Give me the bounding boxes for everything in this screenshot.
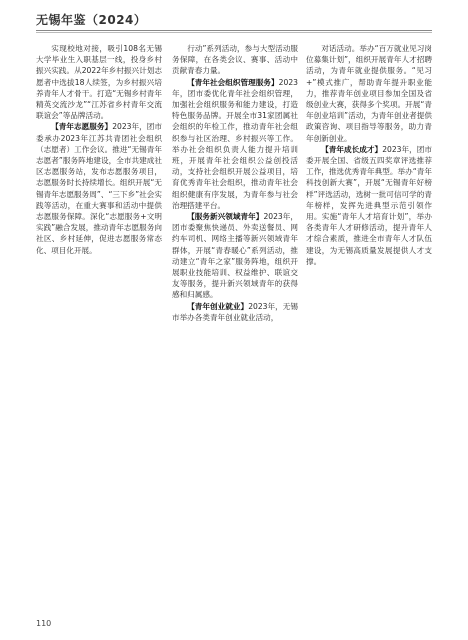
paragraph	[36, 121, 162, 255]
paragraph-text: 2023年，团市委开展全国、省级五四奖章评选推荐工作，推选优秀青年典型。举办“青年科技创新大赛”，开展“无锡青年好榜样”评选活动，选树一批可信可学的青年榜样，发挥先进典型示范引领作用。实施“青年人才培育计划”，举办各类青年人才研修活动，提升青年人才综合素质，推进全市青年人才队伍建设，为无锡高质量发展提供人才支撑。	[306, 144, 432, 266]
page-header	[0, 0, 468, 36]
yearbook-title: 无锡年鉴（2024）	[36, 13, 147, 27]
paragraph	[172, 77, 298, 211]
entry-heading: 【服务新兴领域青年】	[187, 212, 264, 222]
paragraph-text: 2023年，团市委聚焦快递员、外卖送餐员、网约车司机、网络主播等新兴领域青年群体，开展“青春暖心”系列活动，推动建立“青年之家”服务阵地，组织开展职业技能培训、权益维护、联谊交友等服务，提升新兴领域青年的获得感和归属感。	[172, 212, 298, 300]
paragraph	[172, 211, 298, 301]
paragraph	[172, 43, 298, 77]
paragraph	[306, 144, 432, 267]
header-divider	[36, 30, 432, 31]
text-column-3	[306, 43, 432, 613]
entry-heading: 【青年成长成才】	[321, 144, 383, 154]
paragraph	[306, 43, 432, 144]
entry-heading: 【青年创业就业】	[187, 301, 249, 311]
paragraph-text: 2023年，团市委优化青年社会组织管理，加强社会组织服务和能力建设，打造特色服务品牌。开展全市31家团属社会组织的年检工作，推动青年社会组织参与社区治理、乡村振兴等工作。举办社会组织负责人能力提升培训班，开展青年社会组织公益创投活动，支持社会组织开展公益项目，培育优秀青年社会组织，推动青年社会组织健康有序发展，为青年参与社会治理搭建平台。	[172, 77, 298, 210]
entry-heading: 【青年志愿服务】	[51, 122, 113, 132]
paragraph	[172, 301, 298, 323]
paragraph-text: 2023年，团市委承办2023年江苏共青团社会组织（志愿者）工作会议。推进“无锡青年志愿者”服务阵地建设，全市共建成社区志愿服务站，发布志愿服务项目，志愿服务时长持续增长。组织开展“无锡青年志愿服务周”、“三下乡”社会实践等活动，在重大赛事和活动中提供志愿服务保障。深化“志愿服务+文明实践”融合发展，推动青年志愿服务向社区、乡村延伸，促进志愿服务常态化、项目化开展。	[36, 122, 162, 255]
text-column-1	[36, 43, 162, 613]
paragraph	[36, 43, 162, 121]
paragraph-text: 2023年，无锡市举办各类青年创业就业活动，	[172, 301, 298, 322]
header-divider-secondary	[36, 32, 432, 33]
paragraph-text: 实现校地对接，吸引108名无锡大学毕业生入职基层一线，投身乡村振兴实践。从2022年乡村振兴计划志愿者中选拔18人续签，为乡村振兴培养青年人才骨干。打造“无锡乡村青年精英交流沙龙”“江苏省乡村青年交流联谊会”等品牌活动。	[36, 44, 162, 121]
entry-heading: 【青年社会组织管理服务】	[187, 77, 279, 87]
page-number: 110	[36, 619, 52, 628]
paragraph-text: 对话活动。举办“百万就业见习岗位募集计划”，组织开展青年人才招聘活动，为青年就业提供服务。“见习+”模式推广，帮助青年提升职业能力，推荐青年创业项目参加全国及省级创业大赛，获得多个奖项。开展“青年创业培训”活动，为青年创业者提供政策咨询、项目指导等服务，助力青年创新创业。	[306, 44, 432, 143]
paragraph-text: 行动”系列活动，参与大型活动服务保障，在各类会议、赛事、活动中贡献青春力量。	[172, 44, 298, 76]
text-column-2	[172, 43, 298, 613]
